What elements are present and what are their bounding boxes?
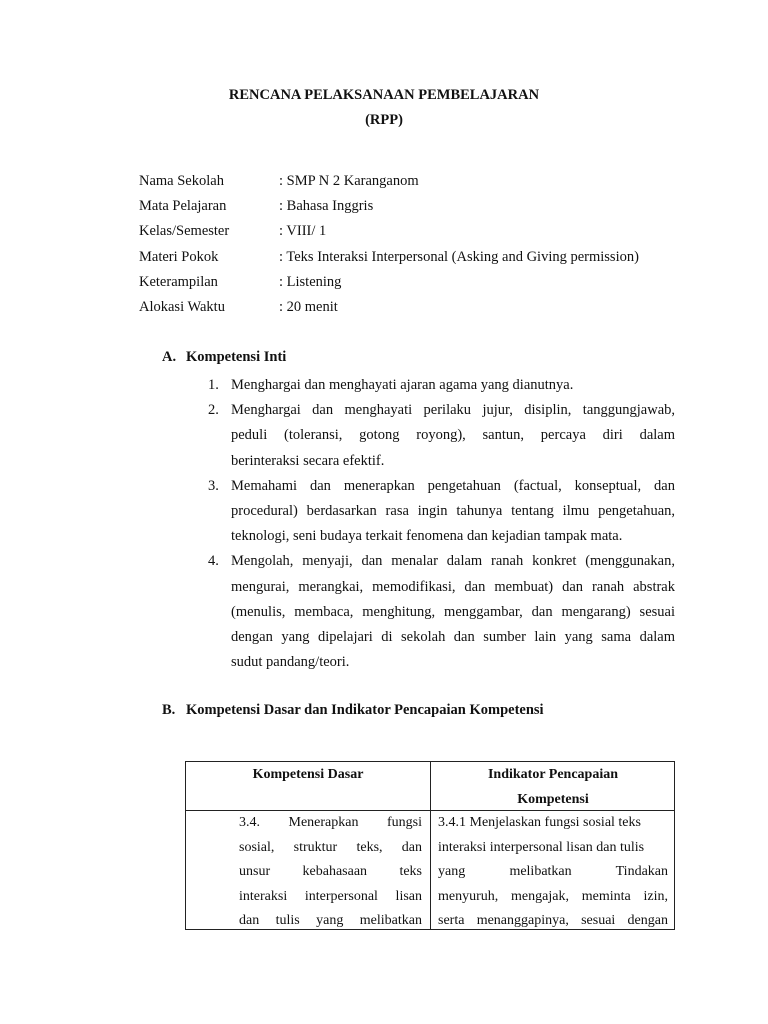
table-header-text: Indikator Pencapaian	[487, 767, 619, 782]
cell-text-line: unsur kebahasaan teks	[239, 864, 422, 880]
list-text-line: procedural) berdasarkan rasa ingin tahunya tentang ilmu pengetahuan,	[231, 502, 675, 519]
cell-text-line: 3.4.1 Menjelaskan fungsi sosial teks	[438, 815, 641, 830]
identity-block	[139, 172, 639, 323]
info-row-time	[139, 298, 639, 323]
section-letter: B.	[162, 702, 176, 718]
document-subtitle: (RPP)	[365, 112, 403, 128]
list-text-line: dengan yang dipelajari di sekolah dan sumber lain yang sama dalam	[231, 628, 675, 645]
info-row-school	[139, 172, 639, 197]
info-value: : SMP N 2 Karanganom	[279, 173, 419, 189]
section-letter: A.	[162, 349, 177, 365]
document-title: RENCANA PELAKSANAAN PEMBELAJARAN	[228, 87, 540, 103]
list-text-line: sudut pandang/teori.	[231, 654, 350, 671]
cell-text-line: dan tulis yang melibatkan	[239, 913, 422, 929]
info-label: Mata Pelajaran	[139, 198, 227, 215]
list-number: 1.	[208, 377, 219, 393]
list-text-line: Mengolah, menyaji, dan menalar dalam ranah konkret (menggunakan,	[231, 553, 675, 570]
info-value: : Listening	[279, 273, 342, 290]
info-label: Keterampilan	[139, 273, 218, 290]
table-cell-kompetensi-dasar	[239, 811, 422, 929]
list-text-line: teknologi, seni budaya terkait fenomena dan kejadian tampak mata.	[231, 528, 623, 545]
list-text-line: Menghargai dan menghayati ajaran agama yang dianutnya.	[231, 377, 574, 393]
info-value: : VIII/ 1	[279, 223, 327, 240]
table-header-kompetensi-dasar	[186, 762, 430, 787]
list-item	[208, 398, 675, 474]
info-value: : Bahasa Inggris	[279, 198, 374, 215]
list-number: 2.	[208, 402, 219, 419]
list-text-line: (menulis, membaca, menghitung, menggambar, dan mengarang) sesuai	[231, 603, 675, 620]
table-header-text: Kompetensi Dasar	[252, 767, 364, 782]
info-row-material	[139, 248, 639, 273]
table-header-text: Kompetensi	[517, 792, 589, 807]
info-value: : Teks Interaksi Interpersonal (Asking and Giving permission)	[279, 248, 639, 265]
cell-text-line: sosial, struktur teks, dan	[239, 839, 422, 855]
list-text-line: mengurai, merangkai, memodifikasi, dan membuat) dan ranah abstrak	[231, 578, 675, 595]
list-text-line: Memahami dan menerapkan pengetahuan (factual, konseptual, dan	[231, 477, 675, 494]
section-heading-kompetensi-inti	[162, 349, 286, 366]
info-row-class	[139, 222, 639, 247]
kompetensi-table	[185, 761, 675, 930]
info-row-skill	[139, 273, 639, 298]
kompetensi-inti-list	[208, 373, 675, 675]
info-label: Nama Sekolah	[139, 173, 224, 189]
cell-text-line: serta menanggapinya, sesuai dengan	[438, 913, 668, 929]
cell-text-line: interaksi interpersonal lisan dan tulis	[438, 839, 645, 855]
cell-text-line: menyuruh, mengajak, meminta izin,	[438, 888, 668, 904]
section-title: Kompetensi Dasar dan Indikator Pencapaian Kompetensi	[186, 702, 544, 718]
list-number: 4.	[208, 553, 219, 570]
info-value: : 20 menit	[279, 298, 338, 315]
list-text-line: berinteraksi secara efektif.	[231, 452, 385, 469]
section-heading-kompetensi-dasar	[162, 702, 544, 719]
list-item	[208, 549, 675, 675]
table-header-indikator	[431, 762, 675, 812]
section-title: Kompetensi Inti	[186, 349, 287, 365]
info-label: Alokasi Waktu	[139, 298, 225, 315]
cell-text-line: yang melibatkan Tindakan	[438, 864, 668, 880]
table-cell-indikator	[438, 811, 668, 929]
list-number: 3.	[208, 477, 219, 494]
list-item	[208, 474, 675, 550]
list-text-line: peduli (toleransi, gotong royong), santun, percaya diri dalam	[231, 427, 675, 444]
cell-text-line: 3.4. Menerapkan fungsi	[239, 815, 422, 830]
cell-text-line: interaksi interpersonal lisan	[239, 888, 422, 904]
info-row-subject	[139, 197, 639, 222]
list-item	[208, 373, 675, 398]
info-label: Kelas/Semester	[139, 223, 230, 240]
list-text-line: Menghargai dan menghayati perilaku jujur, disiplin, tanggungjawab,	[231, 402, 675, 419]
info-label: Materi Pokok	[139, 248, 219, 265]
